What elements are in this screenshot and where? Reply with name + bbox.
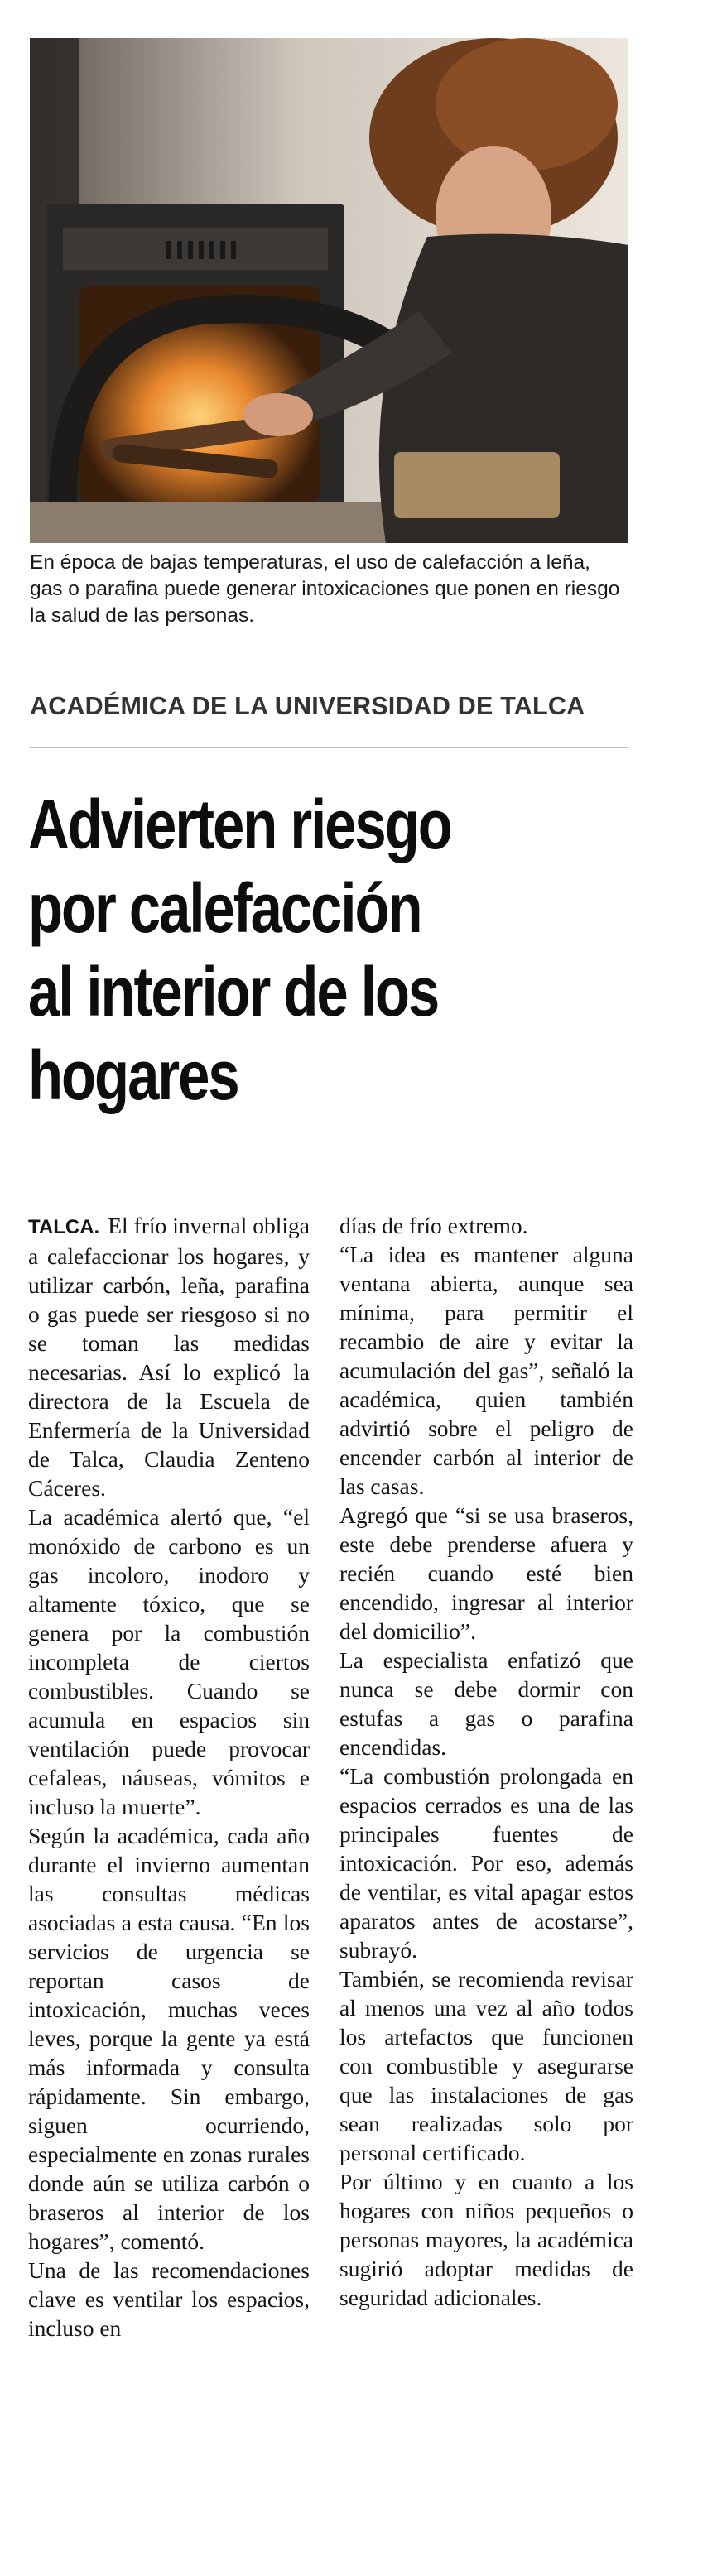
body-paragraph: días de frío extremo. bbox=[339, 1213, 528, 1238]
photo-fireplace-man bbox=[30, 38, 628, 543]
body-paragraph: “La idea es mantener alguna ventana abierta, aunque sea mínima, para permitir el recambio de aire y evitar la acumulación del gas”, señaló la académica, quien también advirtió sobre el peligro de encender carbón al interior de las casas. bbox=[339, 1242, 633, 1499]
section-kicker: ACADÉMICA DE LA UNIVERSIDAD DE TALCA bbox=[30, 692, 585, 720]
article-photo bbox=[30, 38, 628, 543]
body-column-left bbox=[28, 1211, 310, 2343]
body-column-right bbox=[339, 1211, 633, 2312]
article-headline bbox=[28, 783, 639, 1117]
dateline: TALCA. bbox=[28, 1216, 100, 1238]
headline-line: Advierten riesgo bbox=[28, 786, 451, 863]
divider-rule bbox=[30, 747, 628, 748]
body-paragraph: TALCA. El frío invernal obliga a calefaccionar los hogares, y utilizar carbón, leña, parafina o gas puede ser riesgoso si no se toman las medidas necesarias. Así lo explicó la directora de la Escuela de Enfermería de la Universidad de Talca, Claudia Zenteno Cáceres. bbox=[28, 1213, 310, 1501]
body-paragraph: Una de las recomendaciones clave es ventilar los espacios, incluso en bbox=[28, 2257, 310, 2341]
body-paragraph: La académica alertó que, “el monóxido de carbono es un gas incoloro, inodoro y altamente tóxico, que se genera por la combustión incompleta de ciertos combustibles. Cuando se acumula en espacios sin ventilación puede provocar cefaleas, náuseas, vómitos e incluso la muerte”. bbox=[28, 1504, 310, 1819]
body-paragraph: Agregó que “si se usa braseros, este debe prenderse afuera y recién cuando esté bien encendido, ingresar al interior del domicilio”. bbox=[339, 1502, 633, 1644]
body-paragraph: Según la académica, cada año durante el invierno aumentan las consultas médicas asociadas a esta causa. “En los servicios de urgencia se reportan casos de intoxicación, muchas veces leves, porque la gente ya está más informada y consulta rápidamente. Sin embargo, siguen ocurriendo, especialmente en zonas rurales donde aún se utiliza carbón o braseros al interior de los hogares”, comentó. bbox=[28, 1823, 310, 2254]
headline-line: al interior de los bbox=[28, 953, 439, 1031]
photo-caption: En época de bajas temperaturas, el uso de calefacción a leña, gas o parafina puede generar intoxicaciones que ponen en riesgo la salud de las personas. bbox=[30, 551, 620, 627]
body-paragraph: La especialista enfatizó que nunca se debe dormir con estufas a gas o parafina encendidas. bbox=[339, 1647, 633, 1760]
body-paragraph: Por último y en cuanto a los hogares con niños pequeños o personas mayores, la académica sugirió adoptar medidas de seguridad adicionales. bbox=[339, 2169, 633, 2310]
body-paragraph: También, se recomienda revisar al menos una vez al año todos los artefactos que funcionen con combustible y asegurarse que las instalaciones de gas sean realizadas solo por personal certificado. bbox=[339, 1966, 633, 2165]
headline-line: por calefacción bbox=[28, 869, 421, 947]
body-paragraph: “La combustión prolongada en espacios cerrados es una de las principales fuentes de intoxicación. Por eso, además de ventilar, es vital apagar estos aparatos antes de acostarse”, subrayó. bbox=[339, 1763, 633, 1963]
headline-line: hogares bbox=[28, 1036, 238, 1114]
